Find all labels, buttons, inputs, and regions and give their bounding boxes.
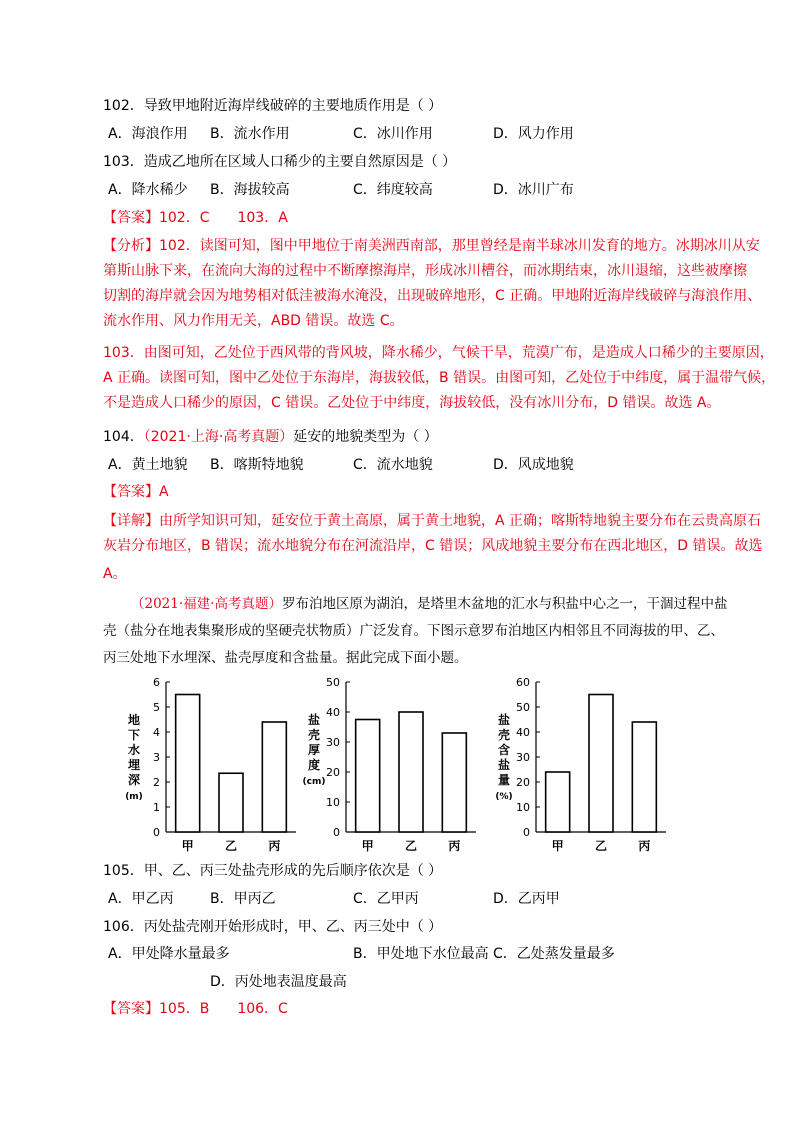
y-tick-label: 30 [516, 751, 530, 764]
q104-option-a: A．黄土地貌 [108, 457, 188, 473]
y-tick-label: 0 [523, 826, 530, 839]
bar-丙 [262, 722, 286, 832]
intro-text: 罗布泊地区原为湖泊，是塔里木盆地的汇水与积盐中心之一，干涸过程中盐 [281, 596, 728, 612]
detail-tag: 【详解】 [103, 513, 159, 529]
x-tick-label: 乙 [594, 839, 608, 853]
q104-option-c: C．流水地貌 [353, 457, 433, 473]
y-tick-label: 5 [153, 701, 160, 714]
answer-text: 105．B 106．C [159, 1001, 288, 1017]
q105-option-d: D．乙丙甲 [493, 891, 560, 907]
q104-source: （2021·上海·高考真题） [143, 429, 294, 445]
y-axis-label-char: 含 [497, 743, 511, 757]
q105-stem: 105．甲、乙、丙三处盐壳形成的先后顺序依次是（ ） [103, 863, 443, 879]
bar-丙 [632, 722, 656, 832]
intro-source: （2021·福建·高考真题） [131, 596, 282, 612]
y-axis-label-char: 地 [127, 713, 141, 727]
intro-line-3: 丙三处地下水埋深、盐壳厚度和含盐量。据此完成下面小题。 [103, 650, 468, 666]
answer-102-103 [103, 208, 288, 228]
analysis-line-7: 不是造成人口稀少的原因，C 错误。乙处位于中纬度，海拔较低，没有冰川分布，D 错误。故选 A。 [103, 395, 721, 411]
answer-104 [103, 482, 169, 502]
y-axis-label-char: 厚 [307, 743, 321, 757]
x-tick-label: 乙 [404, 839, 418, 853]
y-axis-label-char: 度 [307, 758, 321, 772]
y-tick-label: 3 [153, 751, 160, 764]
intro-line-2: 壳（盐分在地表集聚形成的坚硬壳状物质）广泛发育。下图示意罗布泊地区内相邻且不同海拔的甲、乙、 [103, 623, 724, 639]
answer-tag: 【答案】 [103, 210, 159, 226]
salt-crust-thickness-chart [300, 672, 500, 858]
q105-option-a: A．甲乙丙 [108, 891, 174, 907]
intro-line-1 [131, 594, 727, 614]
bar-甲 [356, 720, 380, 833]
y-tick-label: 4 [153, 726, 160, 739]
analysis-line-5: 103．由图可知，乙处位于西风带的背风坡，降水稀少，气候干旱，荒漠广布，是造成人口稀少的主要原因， [103, 345, 774, 361]
y-axis-label-char: 量 [497, 773, 511, 787]
answer-tag: 【答案】 [103, 484, 159, 500]
x-tick-label: 甲 [551, 839, 564, 853]
y-axis-label-char: 埋 [127, 758, 141, 772]
q104-number: 104． [103, 429, 144, 445]
x-tick-label: 丙 [448, 839, 461, 853]
analysis-text: 102．读图可知，图中甲地位于南美洲西南部，那里曾经是南半球冰川发育的地方。冰期冰川从安 [159, 238, 760, 254]
answer-text: A [159, 484, 169, 500]
q102-option-d: D．风力作用 [493, 126, 574, 142]
y-tick-label: 60 [516, 676, 530, 689]
y-tick-label: 2 [153, 776, 160, 789]
y-axis-label-char: (%) [495, 792, 513, 802]
analysis-line-3: 切割的海岸就会因为地势相对低洼被海水淹没，出现破碎地形，C 正确。甲地附近海岸线破碎与海浪作用、 [103, 288, 762, 304]
bar-甲 [176, 695, 200, 833]
y-tick-label: 50 [516, 701, 530, 714]
x-tick-label: 丙 [638, 839, 651, 853]
detail-line-3: A。 [103, 566, 127, 582]
x-tick-label: 乙 [224, 839, 238, 853]
y-axis-label-char: 盐 [307, 713, 321, 727]
y-tick-label: 10 [516, 801, 530, 814]
q105-option-c: C．乙甲丙 [353, 891, 419, 907]
q102-option-b: B．流水作用 [210, 126, 290, 142]
y-tick-label: 0 [333, 826, 340, 839]
y-tick-label: 40 [326, 706, 340, 719]
y-tick-label: 40 [516, 726, 530, 739]
detail-text: 由所学知识可知，延安位于黄土高原，属于黄土地貌，A 正确；喀斯特地貌主要分布在云贵高原石 [159, 513, 762, 529]
q103-stem: 103．造成乙地所在区域人口稀少的主要自然原因是（ ） [103, 154, 457, 170]
groundwater-depth-chart [120, 672, 310, 858]
q102-option-c: C．冰川作用 [353, 126, 433, 142]
y-tick-label: 6 [153, 676, 160, 689]
detail-line-2: 灰岩分布地区，B 错误；流水地貌分布在河流沿岸，C 错误；风成地貌主要分布在西北地区，D 错误。故选 [103, 538, 763, 554]
q105-option-b: B．甲丙乙 [210, 891, 276, 907]
y-tick-label: 50 [326, 676, 340, 689]
y-axis-label-char: (cm) [302, 777, 326, 787]
answer-tag: 【答案】 [103, 1001, 159, 1017]
y-axis-label-char: 水 [127, 743, 141, 757]
q104-stem [103, 427, 438, 447]
y-tick-label: 0 [153, 826, 160, 839]
salt-content-chart [490, 672, 680, 858]
y-axis-label-char: 壳 [497, 728, 511, 742]
q104-option-b: B．喀斯特地貌 [210, 457, 304, 473]
analysis-line-2: 第斯山脉下来，在流向大海的过程中不断摩擦海岸，形成冰川槽谷，而冰期结束，冰川退缩，这些被摩擦 [103, 263, 747, 279]
y-axis-label-char: 盐 [497, 713, 511, 727]
detail-line-1 [103, 511, 761, 531]
y-axis-label-char: (m) [125, 792, 143, 802]
y-tick-label: 30 [326, 736, 340, 749]
y-tick-label: 20 [516, 776, 530, 789]
analysis-line-4: 流水作用、风力作用无关，ABD 错误。故选 C。 [103, 313, 404, 329]
y-tick-label: 20 [326, 766, 340, 779]
bar-乙 [589, 695, 613, 833]
y-axis-label-char: 深 [127, 773, 141, 787]
q102-stem: 102．导致甲地附近海岸线破碎的主要地质作用是（ ） [103, 98, 443, 114]
q102-option-a: A．海浪作用 [108, 126, 188, 142]
bar-乙 [399, 712, 423, 832]
answer-text: 102．C 103．A [159, 210, 288, 226]
y-tick-label: 10 [326, 796, 340, 809]
x-tick-label: 丙 [268, 839, 281, 853]
analysis-line-1 [103, 236, 760, 256]
q106-option-b: B．甲处地下水位最高 [353, 946, 489, 962]
bar-乙 [219, 773, 243, 832]
bar-丙 [442, 733, 466, 832]
q104-text: 延安的地貌类型为（ ） [293, 429, 438, 445]
answer-105-106 [103, 999, 288, 1019]
q103-option-a: A．降水稀少 [108, 182, 188, 198]
x-tick-label: 甲 [181, 839, 194, 853]
q103-option-c: C．纬度较高 [353, 182, 433, 198]
q106-option-c: C．乙处蒸发量最多 [493, 946, 615, 962]
y-axis-label-char: 壳 [307, 728, 321, 742]
y-axis-label-char: 盐 [497, 758, 511, 772]
analysis-line-6: A 正确。读图可知，图中乙处位于东海岸，海拔较低，B 错误。由图可知，乙处位于中纬度，属于温带气候， [103, 370, 776, 386]
bar-甲 [546, 772, 570, 832]
analysis-tag: 【分析】 [103, 238, 159, 254]
q103-option-d: D．冰川广布 [493, 182, 574, 198]
q104-option-d: D．风成地貌 [493, 457, 574, 473]
q106-option-a: A．甲处降水量最多 [108, 946, 230, 962]
q106-option-d: D．丙处地表温度最高 [210, 974, 347, 990]
y-axis-label-char: 下 [127, 728, 141, 742]
y-tick-label: 1 [153, 801, 160, 814]
x-tick-label: 甲 [361, 839, 374, 853]
q103-option-b: B．海拔较高 [210, 182, 290, 198]
q106-stem: 106．丙处盐壳刚开始形成时，甲、乙、丙三处中（ ） [103, 919, 443, 935]
